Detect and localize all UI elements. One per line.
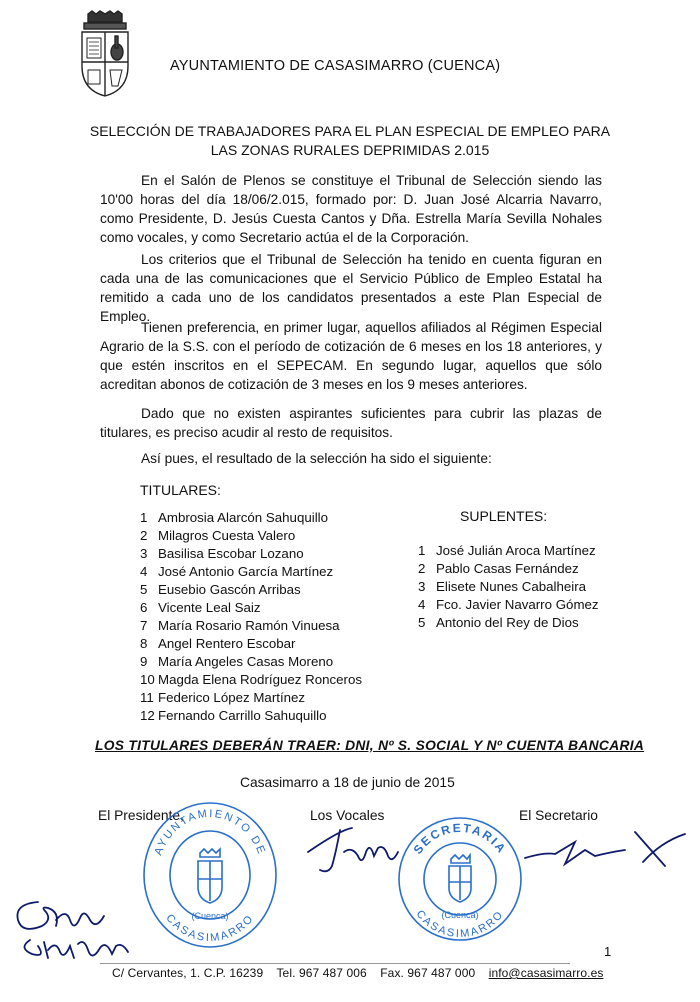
paragraph-result-intro: Así pues, el resultado de la selección ha sido el siguiente: xyxy=(141,451,492,466)
footer-phone: Tel. 967 487 006 xyxy=(276,966,367,980)
list-item: 1 José Julián Aroca Martínez xyxy=(418,543,596,558)
list-item: 3 Elisete Nunes Cabalheira xyxy=(418,579,587,594)
list-item: 2 Milagros Cuesta Valero xyxy=(140,528,296,543)
documents-notice: LOS TITULARES DEBERÁN TRAER: DNI, Nº S. SOCIAL Y Nº CUENTA BANCARIA xyxy=(95,738,645,753)
list-item: 7 María Rosario Ramón Vinuesa xyxy=(140,618,340,633)
municipality-name: AYUNTAMIENTO DE CASASIMARRO (CUENCA) xyxy=(170,58,501,74)
municipal-coat-of-arms xyxy=(74,10,136,100)
document-title xyxy=(60,122,640,160)
president-signature xyxy=(8,890,158,970)
paragraph-criteria: Los criterios que el Tribunal de Selección ha tenido en cuenta figuran en cada una de las comunicaciones que el Servicio Público de Empleo Estatal ha remitido a cada uno de los candidatos presentados a este Plan Especial de Empleo. xyxy=(100,252,602,324)
paragraph-preference: Tienen preferencia, en primer lugar, aquellos afiliados al Régimen Especial Agrario de la S.S. con el período de cotización de 6 meses en los 18 anteriores, y que estén inscritos en el SEPECAM. En segundo lugar, aquellos que sólo acreditan abonos de cotización de 3 meses en los 9 meses anteriores. xyxy=(100,320,602,392)
list-item: 12 Fernando Carrillo Sahuquillo xyxy=(140,708,327,723)
suplentes-list xyxy=(418,542,599,632)
stamp-top-text: AYUNTAMIENTO DE xyxy=(152,807,268,858)
list-item: 8 Angel Rentero Escobar xyxy=(140,636,296,651)
stamp-center-text: (Cuenca) xyxy=(191,911,229,921)
stamp-top-text: SECRETARIA xyxy=(410,820,510,857)
list-item: 11 Federico López Martínez xyxy=(140,690,306,705)
president-label: El Presidente, xyxy=(98,808,184,823)
title-line-2: LAS ZONAS RURALES DEPRIMIDAS 2.015 xyxy=(210,142,490,158)
footer-fax: Fax. 967 487 000 xyxy=(380,966,476,980)
list-item: 1 Ambrosia Alarcón Sahuquillo xyxy=(140,510,329,525)
stamp-bottom-text: CASASIMARRO xyxy=(163,912,257,945)
place-and-date: Casasimarro a 18 de junio de 2015 xyxy=(240,775,455,790)
list-item: 4 Fco. Javier Navarro Gómez xyxy=(418,597,599,612)
title-line-1: SELECCIÓN DE TRABAJADORES PARA EL PLAN ESPECIAL DE EMPLEO PARA xyxy=(89,123,611,139)
paragraph-tribunal: En el Salón de Plenos se constituye el Tribunal de Selección siendo las 10'00 horas del día 18/06/2.015, formado por: D. Juan José Alcarria Navarro, como Presidente, D. Jesús Cuesta Cantos y Dña. Estrella María Sevilla Nohales como vocales, y como Secretario actúa el de la Corporación. xyxy=(100,173,602,245)
list-item: 5 Eusebio Gascón Arribas xyxy=(140,582,301,597)
list-item: 4 José Antonio García Martínez xyxy=(140,564,334,579)
list-item: 10 Magda Elena Rodríguez Ronceros xyxy=(140,672,363,687)
list-item: 5 Antonio del Rey de Dios xyxy=(418,615,579,630)
page-number: 1 xyxy=(604,944,612,959)
stamp-bottom-text: CASASIMARRO xyxy=(413,908,507,941)
list-item: 3 Basilisa Escobar Lozano xyxy=(140,546,304,561)
list-item: 2 Pablo Casas Fernández xyxy=(418,561,579,576)
list-item: 6 Vicente Leal Saiz xyxy=(140,600,261,615)
vocales-signature xyxy=(300,822,405,882)
footer-email-link[interactable]: info@casasimarro.es xyxy=(488,966,604,980)
titulares-list xyxy=(140,509,362,725)
svg-text:CASASIMARRO xyxy=(163,912,256,944)
footer-divider xyxy=(100,963,570,964)
secretary-label: El Secretario xyxy=(519,808,598,823)
svg-text:CASASIMARRO xyxy=(414,908,507,940)
stamp-center-text: (Cuenca) xyxy=(441,910,479,920)
paragraph-requirements: Dado que no existen aspirantes suficientes para cubrir las plazas de titulares, es preciso acudir al resto de requisitos. xyxy=(100,406,602,440)
secretary-signature xyxy=(515,822,695,882)
footer-contact xyxy=(112,966,603,980)
svg-text:SECRETARIA xyxy=(411,821,510,857)
secretary-stamp xyxy=(395,814,525,944)
vocales-label: Los Vocales xyxy=(310,808,385,823)
suplentes-heading: SUPLENTES: xyxy=(460,508,548,524)
list-item: 9 María Angeles Casas Moreno xyxy=(140,654,334,669)
titulares-heading: TITULARES: xyxy=(140,482,221,498)
footer-address: C/ Cervantes, 1. C.P. 16239 xyxy=(112,966,264,980)
